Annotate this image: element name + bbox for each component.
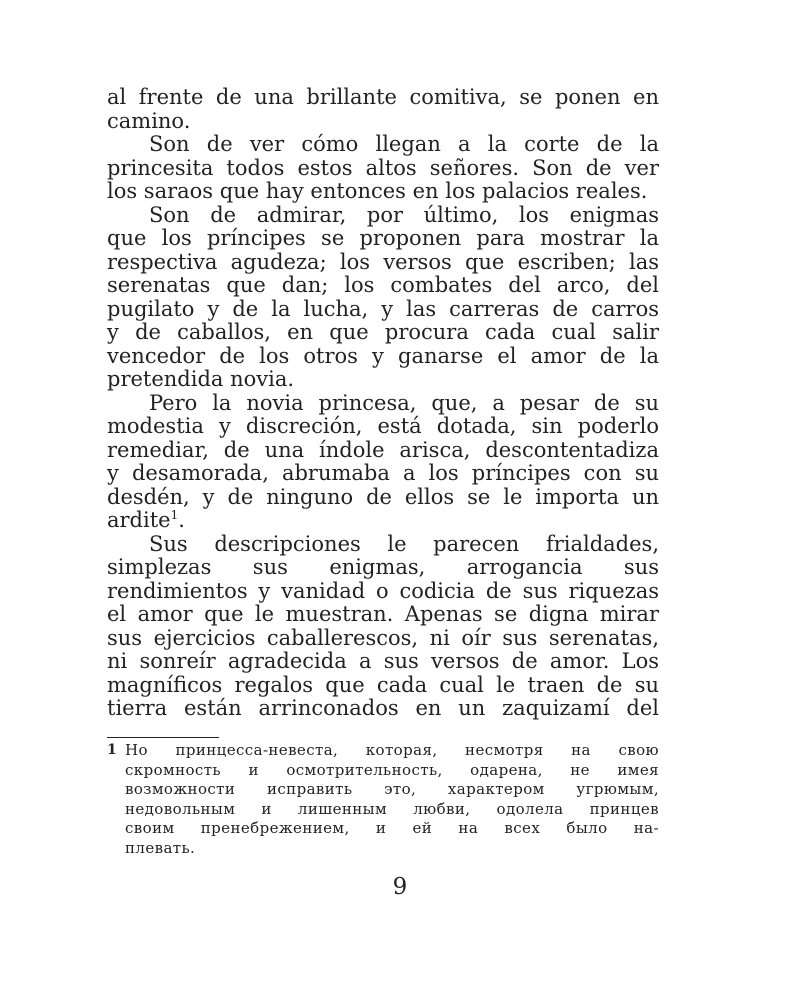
text-line-content: Pero la novia princesa, que, a pesar de su xyxy=(149,390,659,415)
text-line xyxy=(107,439,659,463)
text-line xyxy=(107,157,659,181)
footnote-text xyxy=(125,741,659,858)
text-line-content: y de caballos, en que procura cada cual salir xyxy=(107,320,659,344)
text-line-content: ardite xyxy=(107,508,171,532)
text-line xyxy=(107,486,659,510)
text-line xyxy=(107,368,659,392)
text-line-content: Son de admirar, por último, los enigmas xyxy=(149,202,659,227)
text-line-content: camino. xyxy=(107,108,191,133)
text-line-content: sus ejercicios caballerescos, ni oír sus serenatas, xyxy=(107,625,659,650)
text-line xyxy=(107,180,659,204)
text-line xyxy=(107,462,659,486)
text-line-content: tierra están arrinconados en un zaquizamí del xyxy=(107,696,659,720)
text-line-punctuation: . xyxy=(178,508,185,532)
text-line-content: los saraos que hay entonces en los palacios reales. xyxy=(107,179,648,203)
text-line-content: pugilato y de la lucha, y las carreras de carros xyxy=(107,296,659,321)
text-line xyxy=(107,392,659,416)
text-line-content: al frente de una brillante comitiva, se ponen en xyxy=(107,85,659,109)
text-line xyxy=(107,415,659,439)
footnote-line: возможности исправить это, характером угрюмым, xyxy=(125,780,659,798)
text-line-content: respectiva agudeza; los versos que escriben; las xyxy=(107,249,659,274)
text-line xyxy=(107,345,659,369)
text-line xyxy=(107,509,659,533)
text-line xyxy=(107,321,659,345)
text-line xyxy=(107,674,659,698)
footnote-line: Но принцесса-невеста, которая, несмотря на свою xyxy=(125,741,659,759)
text-line-content: modestia y discreción, está dotada, sin poderlo xyxy=(107,414,659,438)
text-line xyxy=(107,251,659,275)
footnote-separator xyxy=(107,737,219,738)
text-line xyxy=(107,627,659,651)
text-line xyxy=(107,204,659,228)
text-line xyxy=(107,133,659,157)
text-line xyxy=(107,227,659,251)
text-line-content: desdén, y de ninguno de ellos se le importa un xyxy=(107,484,659,509)
page-number: 9 xyxy=(392,874,408,900)
text-line xyxy=(107,533,659,557)
text-line-content: que los príncipes se proponen para mostrar la xyxy=(107,226,659,250)
footnote-line: недовольным и лишенным любви, одолела принцев xyxy=(125,799,659,818)
text-line-content: rendimientos y vanidad o codicia de sus riquezas xyxy=(107,578,659,603)
footnote-line: скромность и осмотрительность, одарена, не имея xyxy=(125,760,659,779)
text-line-content: simplezas sus enigmas, arrogancia sus xyxy=(107,555,659,579)
text-line-content: vencedor de los otros y ganarse el amor de la xyxy=(107,343,659,368)
footnote-marker: 1 xyxy=(107,742,117,758)
text-line-content: Sus descripciones le parecen frialdades, xyxy=(149,531,659,556)
text-line xyxy=(107,86,659,110)
footnote-line: своим пренебрежением, и ей на всех было на- xyxy=(125,819,659,837)
text-line xyxy=(107,556,659,580)
text-line-content: ni sonreír agradecida a sus versos de amor. Los xyxy=(107,649,659,673)
text-line-content: pretendida novia. xyxy=(107,367,295,391)
text-line-content: el amor que le muestran. Apenas se digna mirar xyxy=(107,602,659,626)
text-line xyxy=(107,298,659,322)
text-line xyxy=(107,603,659,627)
text-line-content: y desamorada, abrumaba a los príncipes con su xyxy=(107,461,659,485)
footnote-line: плевать. xyxy=(125,838,196,857)
text-line-content: serenatas que dan; los combates del arco, del xyxy=(107,273,659,297)
text-line-content: remediar, de una índole arisca, descontentadiza xyxy=(107,437,659,462)
text-line xyxy=(107,274,659,298)
body-text xyxy=(107,86,659,721)
text-line xyxy=(107,580,659,604)
text-line-content: princesita todos estos altos señores. Son de ver xyxy=(107,155,659,180)
text-line xyxy=(107,697,659,721)
text-line xyxy=(107,110,659,134)
text-line xyxy=(107,650,659,674)
text-line-content: Son de ver cómo llegan a la corte de la xyxy=(149,132,659,156)
footnote-reference[interactable]: 1 xyxy=(170,508,179,522)
text-line-content: magníficos regalos que cada cual le traen de su xyxy=(107,672,659,697)
